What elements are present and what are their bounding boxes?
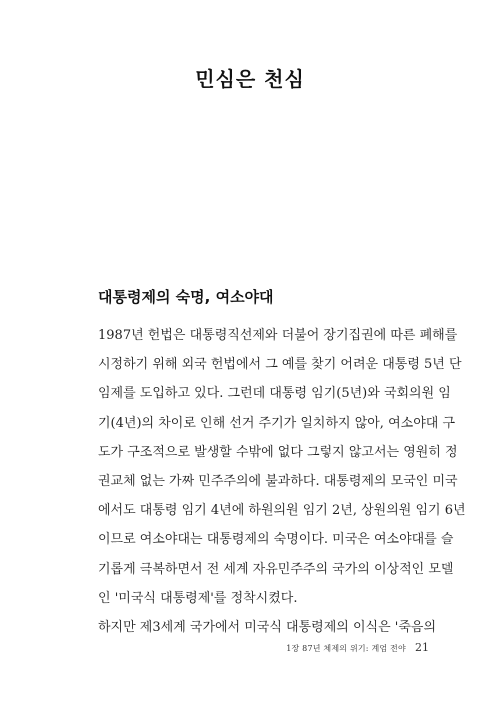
chapter-title: 민심은 천심 — [195, 67, 305, 91]
running-head: 1장 87년 체제의 위기: 계엄 전야 — [286, 644, 406, 653]
paragraph-1-line-2: 시정하기 위해 외국 헌법에서 그 예를 찾기 어려운 대통령 5년 단 — [98, 357, 462, 373]
paragraph-1-line-7: 에서도 대통령 임기 4년에 하원의원 임기 2년, 상원의원 임기 6년 — [98, 503, 466, 519]
paragraph-1-line-4: 기(4년)의 차이로 인해 선거 주기가 일치하지 않아, 여소야대 구 — [98, 415, 455, 431]
paragraph-1-line-9: 기롭게 극복하면서 전 세계 자유민주주의 국가의 이상적인 모델 — [98, 561, 454, 577]
paragraph-1-line-10: 인 '미국식 대통령제'를 정착시켰다. — [98, 590, 298, 606]
paragraph-1-line-5: 도가 구조적으로 발생할 수밖에 없다 그렇지 않고서는 영원히 정 — [98, 444, 458, 460]
body-text — [98, 321, 466, 642]
page-footer — [286, 636, 429, 655]
paragraph-1-line-6: 권교체 없는 가짜 민주주의에 불과하다. 대통령제의 모국인 미국 — [98, 473, 458, 489]
section-heading: 대통령제의 숙명, 여소야대 — [98, 288, 274, 306]
paragraph-1-line-3: 임제를 도입하고 있다. 그런데 대통령 임기(5년)와 국회의원 임 — [98, 386, 451, 402]
page-number: 21 — [415, 641, 429, 654]
paragraph-1-line-8: 이므로 여소야대는 대통령제의 숙명이다. 미국은 여소야대를 슬 — [98, 532, 454, 548]
paragraph-1-line-1: 1987년 헌법은 대통령직선제와 더불어 장기집권에 따른 폐해를 — [98, 328, 458, 343]
paragraph-2-line-1: 하지만 제3세계 국가에서 미국식 대통령제의 이식은 '죽음의 — [98, 619, 437, 635]
